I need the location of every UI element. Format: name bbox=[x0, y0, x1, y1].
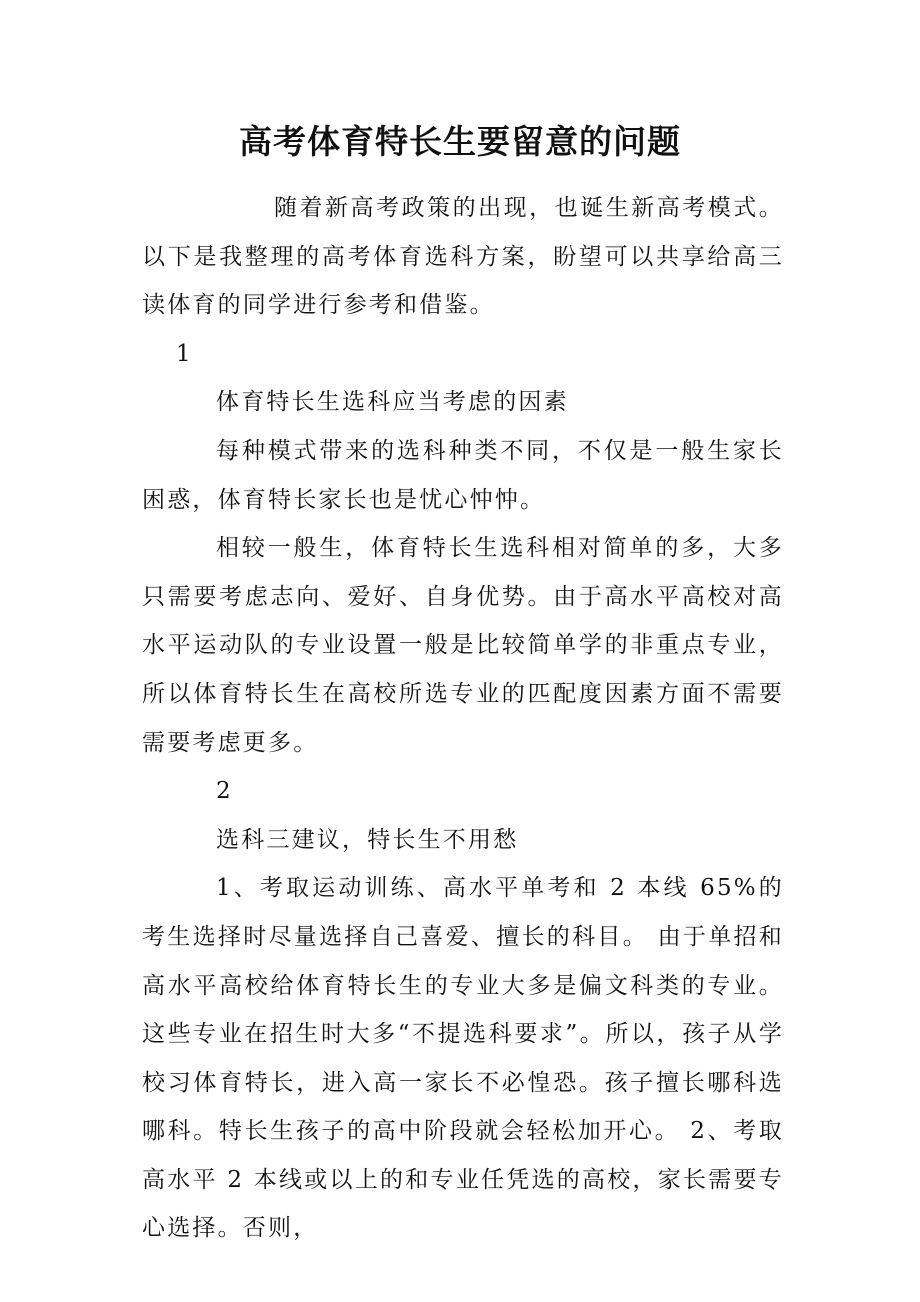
section-number-2: 2 bbox=[216, 778, 233, 805]
paragraph-3: 1、考取运动训练、高水平单考和 2 本线 65%的考生选择时尽量选择自己喜爱、擅长的科目。 由于单招和高水平高校给体育特长生的专业大多是偏文科类的专业。这些专业在招生时大多“不提选科要求”。所以，孩子从学校习体育特长，进入高一家长不必惶恐。孩子擅长哪科选哪科。特长生孩子的高中阶段就会轻松加开心。 2、考取高水平 2 本线或以上的和专业任凭选的高校，家长需要专心选择。否则， bbox=[142, 875, 784, 1242]
document-body bbox=[142, 184, 784, 1253]
section-number-1: 1 bbox=[176, 340, 193, 367]
paragraph-2: 相较一般生，体育特长生选科相对简单的多，大多只需要考虑志向、爱好、自身优势。由于高水平高校对高水平运动队的专业设置一般是比较简单学的非重点专业，所以体育特长生在高校所选专业的匹配度因素方面不需要需要考虑更多。 bbox=[142, 535, 784, 756]
section-heading-2: 选科三建议，特长生不用愁 bbox=[216, 826, 519, 853]
document-title: 高考体育特长生要留意的问题 bbox=[239, 122, 681, 161]
section-heading-1: 体育特长生选科应当考虑的因素 bbox=[216, 389, 569, 416]
paragraph-1: 每种模式带来的选科种类不同，不仅是一般生家长困惑，体育特长家长也是忧心忡忡。 bbox=[142, 437, 784, 513]
intro-paragraph: 随着新高考政策的出现，也诞生新高考模式。以下是我整理的高考体育选科方案，盼望可以共享给高三读体育的同学进行参考和借鉴。 bbox=[142, 195, 784, 319]
